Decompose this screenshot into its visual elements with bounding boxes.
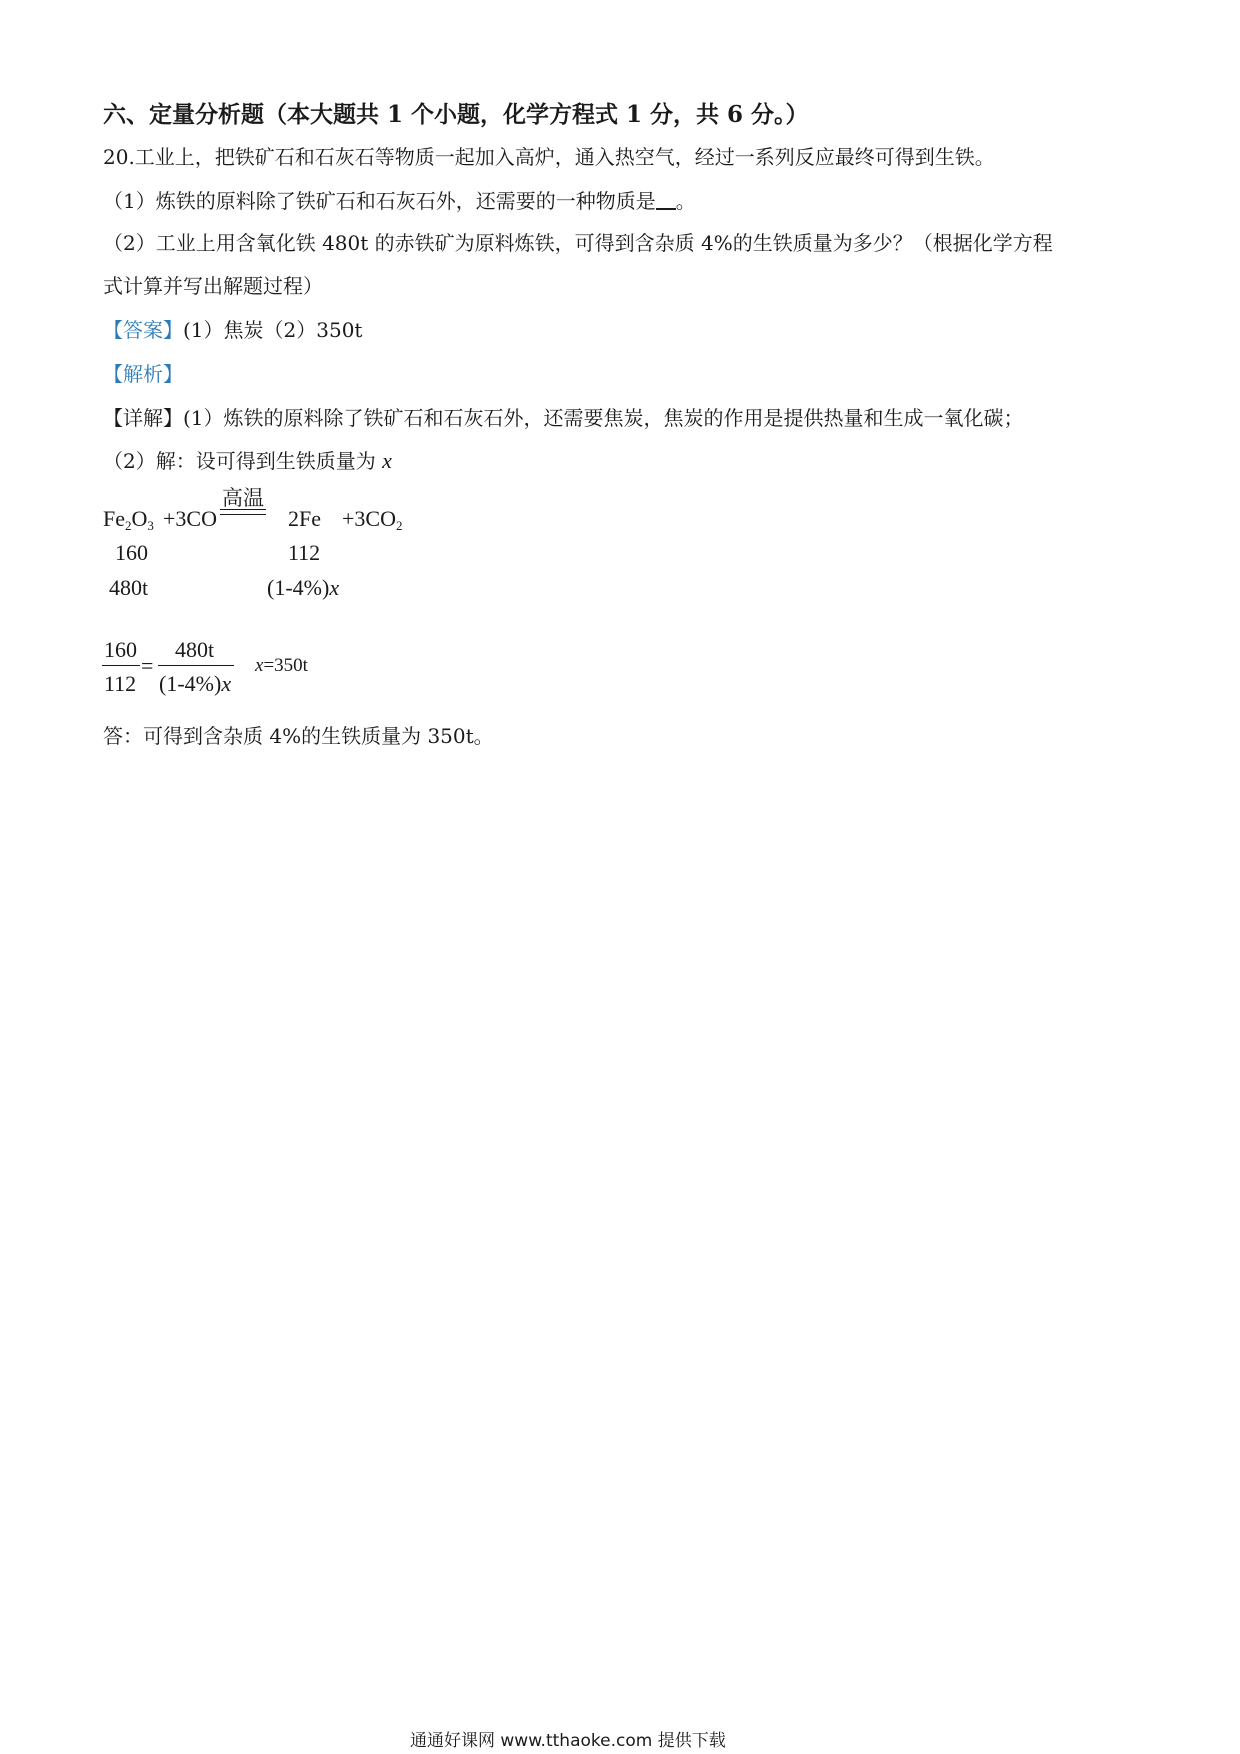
given-fe2o3: 480t <box>109 575 149 600</box>
ratio-den-right <box>159 671 231 697</box>
product-fe: 2Fe <box>288 506 321 531</box>
result-var: x <box>255 655 264 676</box>
o-subscript: 3 <box>147 518 154 533</box>
detail-text: (1）炼铁的原料除了铁矿石和石灰石外，还需要焦炭，焦炭的作用是提供热量和生成一氧化碳； <box>183 406 1024 430</box>
given-fe <box>267 575 339 601</box>
mass-fe: 112 <box>288 540 321 565</box>
reactant-fe2o3 <box>103 506 154 534</box>
co2-text: +3CO <box>342 506 396 531</box>
answer-label: 【答案】 <box>103 318 183 342</box>
question-part2-line2: 式计算并写出解题过程） <box>103 274 323 298</box>
detail-label: 【详解】 <box>103 406 183 430</box>
fe-symbol: Fe <box>103 506 125 531</box>
question-part1-end: 。 <box>675 189 696 213</box>
question-part1-text: （1）炼铁的原料除了铁矿石和石灰石外，还需要的一种物质是 <box>103 189 656 213</box>
variable-x: x <box>382 448 392 473</box>
reactant-co: +3CO <box>163 506 217 531</box>
o-symbol: O <box>131 506 148 531</box>
detail-line2 <box>103 445 392 474</box>
detail-line1 <box>103 402 1024 431</box>
detail-line2-text: （2）解：设可得到生铁质量为 <box>103 449 383 473</box>
ratio-num-right: 480t <box>175 637 215 662</box>
given-fe-prefix: (1-4%) <box>267 575 330 600</box>
ratio-bar-left <box>102 665 140 666</box>
product-co2 <box>342 506 402 534</box>
ratio-equals: = <box>141 653 154 678</box>
fe-subscript: 2 <box>125 518 132 533</box>
ratio-num-left: 160 <box>104 637 137 662</box>
question-stem: 20.工业上，把铁矿石和石灰石等物质一起加入高炉，通入热空气，经过一系列反应最终可得到生铁。 <box>103 145 995 169</box>
section-heading: 六、定量分析题（本大题共 1 个小题，化学方程式 1 分，共 6 分。） <box>103 101 809 128</box>
given-fe-var: x <box>329 575 340 600</box>
result-value: =350t <box>263 655 308 676</box>
ratio-den-prefix: (1-4%) <box>159 671 222 696</box>
equation-double-line <box>220 509 266 515</box>
reaction-condition: 高温 <box>222 486 264 510</box>
ratio-bar-right <box>158 665 234 666</box>
answer-text: (1）焦炭（2）350t <box>183 318 363 342</box>
ratio-den-left: 112 <box>104 671 137 696</box>
answer-blank <box>656 190 676 210</box>
mass-fe2o3: 160 <box>115 540 148 565</box>
question-part2-line1: （2）工业上用含氧化铁 480t 的赤铁矿为原料炼铁，可得到含杂质 4%的生铁质量为多少？（根据化学方程 <box>103 231 1053 255</box>
answer-line <box>103 314 362 343</box>
conclusion: 答：可得到含杂质 4%的生铁质量为 350t。 <box>103 724 494 748</box>
footer-watermark: 通通好课网 www.tthaoke.com 提供下载 <box>410 1731 726 1751</box>
question-part1 <box>103 185 696 214</box>
ratio-result <box>255 655 308 677</box>
ratio-den-var: x <box>221 671 232 696</box>
analysis-label: 【解析】 <box>103 362 183 386</box>
co2-subscript: 2 <box>395 518 403 533</box>
